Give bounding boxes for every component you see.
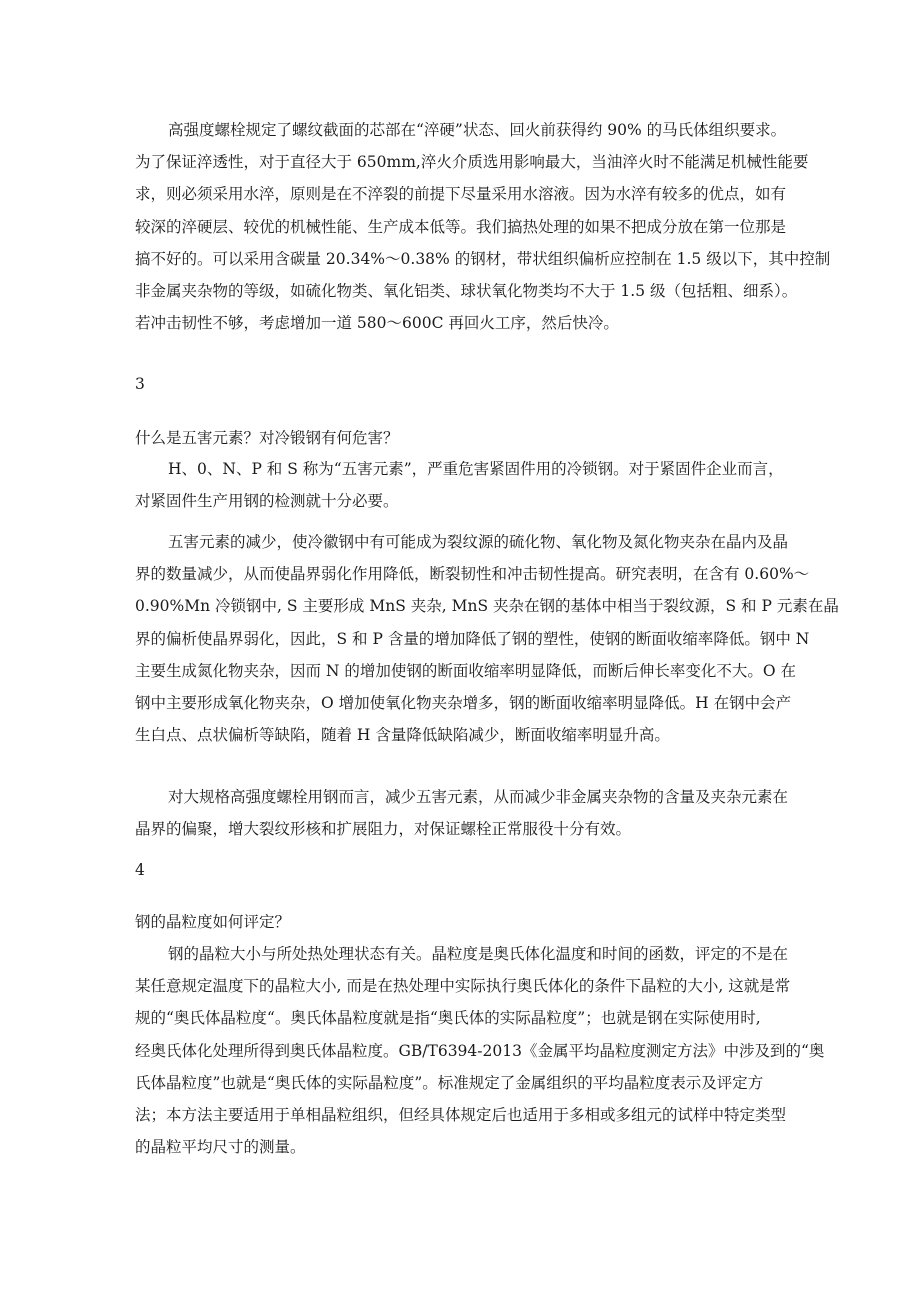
section-number-4: 4 bbox=[135, 861, 145, 879]
paragraph-large-bolts bbox=[135, 781, 805, 845]
text-line: 规的“奥氏体晶粒度“。奥氏体晶粒度就是指“奥氏体的实际晶粒度”；也就是钢在实际使用时, bbox=[135, 1009, 761, 1028]
text-line: 的晶粒平均尺寸的测量。 bbox=[135, 1138, 306, 1157]
text-line: 高强度螺栓规定了螺纹截面的芯部在“淬硬”状态、回火前获得约 90% 的马氏体组织要求。 bbox=[168, 121, 787, 139]
text-line: 对大规格高强度螺栓用钢而言，减少五害元素，从而减少非金属夹杂物的含量及夹杂元素在 bbox=[168, 788, 789, 806]
paragraph-five-elements-intro bbox=[135, 453, 805, 517]
text-line: 钢中主要形成氧化物夹杂，O 增加使氧化物夹杂增多，钢的断面收缩率明显降低。H 在钢中会产 bbox=[135, 694, 792, 713]
text-line: 为了保证淬透性，对于直径大于 650mm,淬火介质选用影响最大，当油淬火时不能满足机械性能要 bbox=[135, 153, 809, 172]
text-line: 某任意规定温度下的晶粒大小, 而是在热处理中实际执行奥氏体化的条件下晶粒的大小, 这就是常 bbox=[135, 977, 791, 996]
paragraph-quenching bbox=[135, 114, 831, 339]
text-line: 界的偏析使晶界弱化，因此，S 和 P 含量的增加降低了钢的塑性，使钢的断面收缩率降低。钢中 N bbox=[135, 629, 810, 648]
text-line: 五害元素的减少，使冷徽钢中有可能成为裂纹源的硫化物、氧化物及氮化物夹杂在晶内及晶 bbox=[168, 533, 789, 551]
text-line: 搞不好的。可以采用含碳量 20.34%～0.38% 的钢材，带状组织偏析应控制在 1.5 级以下，其中控制 bbox=[135, 249, 831, 268]
text-line: 0.90%Mn 冷锁钢中, S 主要形成 MnS 夹杂, MnS 夹杂在钢的基体中相当于裂纹源，S 和 P 元素在晶 bbox=[135, 597, 839, 616]
paragraph-grain-size bbox=[135, 938, 825, 1163]
text-line: 求，则必须采用水淬，原则是在不淬裂的前提下尽量采用水溶液。因为水淬有较多的优点，如有 bbox=[135, 185, 787, 204]
text-line: 若冲击韧性不够，考虑增加一道 580～600C 再回火工序，然后快冷。 bbox=[135, 314, 619, 333]
section-number-3: 3 bbox=[135, 375, 145, 393]
text-line: 生白点、点状偏析等缺陷，随着 H 含量降低缺陷减少，断面收缩率明显升高。 bbox=[135, 726, 670, 745]
text-line: 界的数量减少，从而使晶界弱化作用降低，断裂韧性和冲击韧性提高。研究表明，在含有 0.60%～ bbox=[135, 565, 810, 584]
text-line: 对紧固件生产用钢的检测就十分必要。 bbox=[135, 492, 399, 511]
question-heading-grain-size: 钢的晶粒度如何评定？ bbox=[135, 913, 291, 931]
text-line: 晶界的偏聚，增大裂纹形核和扩展阻力，对保证螺栓正常服役十分有效。 bbox=[135, 820, 632, 839]
question-heading-five-harmful-elements: 什么是五害元素？对冷锻钢有何危害？ bbox=[135, 429, 399, 447]
text-line: H、0、N、P 和 S 称为“五害元素”，严重危害紧固件用的冷锁钢。对于紧固件企业而言， bbox=[168, 460, 784, 478]
text-line: 法；本方法主要适用于单相晶粒组织，但经具体规定后也适用于多相或多组元的试样中特定类型 bbox=[135, 1106, 787, 1125]
text-line: 主要生成氮化物夹杂，因而 N 的增加使钢的断面收缩率明显降低，而断后伸长率变化不大。O 在 bbox=[135, 661, 797, 680]
text-line: 氏体晶粒度”也就是“奥氏体的实际晶粒度”。标准规定了金属组织的平均晶粒度表示及评定方 bbox=[135, 1073, 764, 1092]
text-line: 较深的淬硬层、较优的机械性能、生产成本低等。我们搞热处理的如果不把成分放在第一位那是 bbox=[135, 217, 787, 236]
text-line: 钢的晶粒大小与所处热处理状态有关。晶粒度是奥氏体化温度和时间的函数，评定的不是在 bbox=[168, 945, 789, 963]
paragraph-reduction-effects bbox=[135, 526, 839, 751]
text-line: 经奥氏体化处理所得到奥氏体晶粒度。GB/T6394-2013《金属平均晶粒度测定方法》中涉及到的“奥 bbox=[135, 1041, 825, 1060]
text-line: 非金属夹杂物的等级，如硫化物类、氧化铝类、球状氧化物类均不大于 1.5 级（包括粗、细系）。 bbox=[135, 282, 798, 301]
